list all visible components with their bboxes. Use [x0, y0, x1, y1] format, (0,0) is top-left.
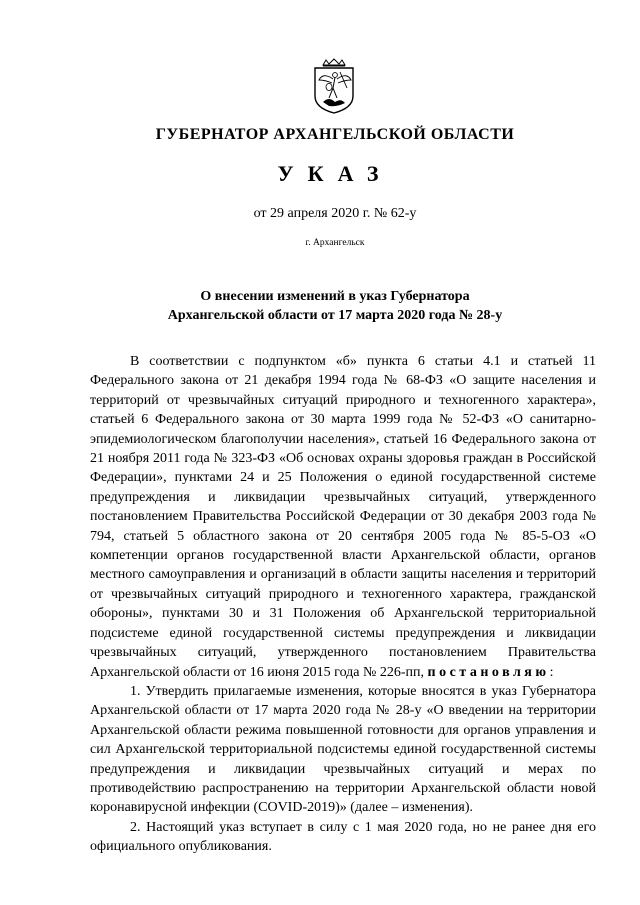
document-heading	[0, 287, 640, 325]
arkhangelsk-coat-of-arms-icon	[311, 58, 357, 114]
heading-line-1: О внесении изменений в указ Губернатора	[200, 289, 470, 304]
document-date-number: от 29 апреля 2020 г. № 62-у	[253, 206, 417, 221]
document-body	[90, 352, 596, 857]
issuer-title: ГУБЕРНАТОР АРХАНГЕЛЬСКОЙ ОБЛАСТИ	[155, 126, 515, 143]
preamble-text: В соответствии с подпунктом «б» пункта 6 статьи 4.1 и статьей 11 Федерального закона от 21 декабря 1994 года № 68-ФЗ «О защите населения и территорий от чрезвычайных ситуаций природного и техногенного характера», статьей 6 Федерального закона от 30 марта 1999 года № 52-ФЗ «О санитарно-эпидемиологическом благополучии населения», статьей 16 Федерального закона от 21 ноября 2011 года № 323-ФЗ «Об основах охраны здоровья граждан в Российской Федерации», пунктами 24 и 25 Положения о единой государственной системе предупреждения и ликвидации чрезвычайных ситуаций, утвержденного постановлением Правительства Российской Федерации от 30 декабря 2003 года № 794, статьей 5 областного закона от 20 сентября 2005 года № 85-5-ОЗ «О компетенции органов государственной власти Архангельской области, органов местного самоуправления и организаций в области защиты населения и территорий от чрезвычайных ситуаций природного и техногенного характера, гражданской обороны», пунктами 30 и 31 Положения об Архангельской территориальной подсистеме единой государственной системы предупреждения и ликвидации чрезвычайных ситуаций, утвержденного постановлением Правительства Архангельской области от 16 июня 2015 года № 226-пп,	[90, 354, 596, 680]
item-2-paragraph: 2. Настоящий указ вступает в силу с 1 мая 2020 года, но не ранее дня его официального опубликования.	[90, 819, 596, 855]
document-city: г. Архангельск	[305, 238, 365, 248]
preamble-paragraph	[90, 352, 596, 682]
heading-line-2: Архангельской области от 17 марта 2020 года № 28-у	[167, 308, 503, 323]
document-type: УКАЗ	[277, 161, 393, 186]
decree-colon: :	[549, 664, 554, 680]
item-1-paragraph: 1. Утвердить прилагаемые изменения, которые вносятся в указ Губернатора Архангельской области от 17 марта 2020 года № 28-у «О введении на территории Архангельской области режима повышенной готовности для органов управления и сил Архангельской территориальной подсистемы единой государственной системы предупреждения и ликвидации чрезвычайных ситуаций и мерах по противодействию распространению на территории Архангельской области новой коронавирусной инфекции (COVID-2019)» (далее – изменения).	[90, 683, 596, 816]
decree-word: постановляю	[427, 664, 550, 680]
